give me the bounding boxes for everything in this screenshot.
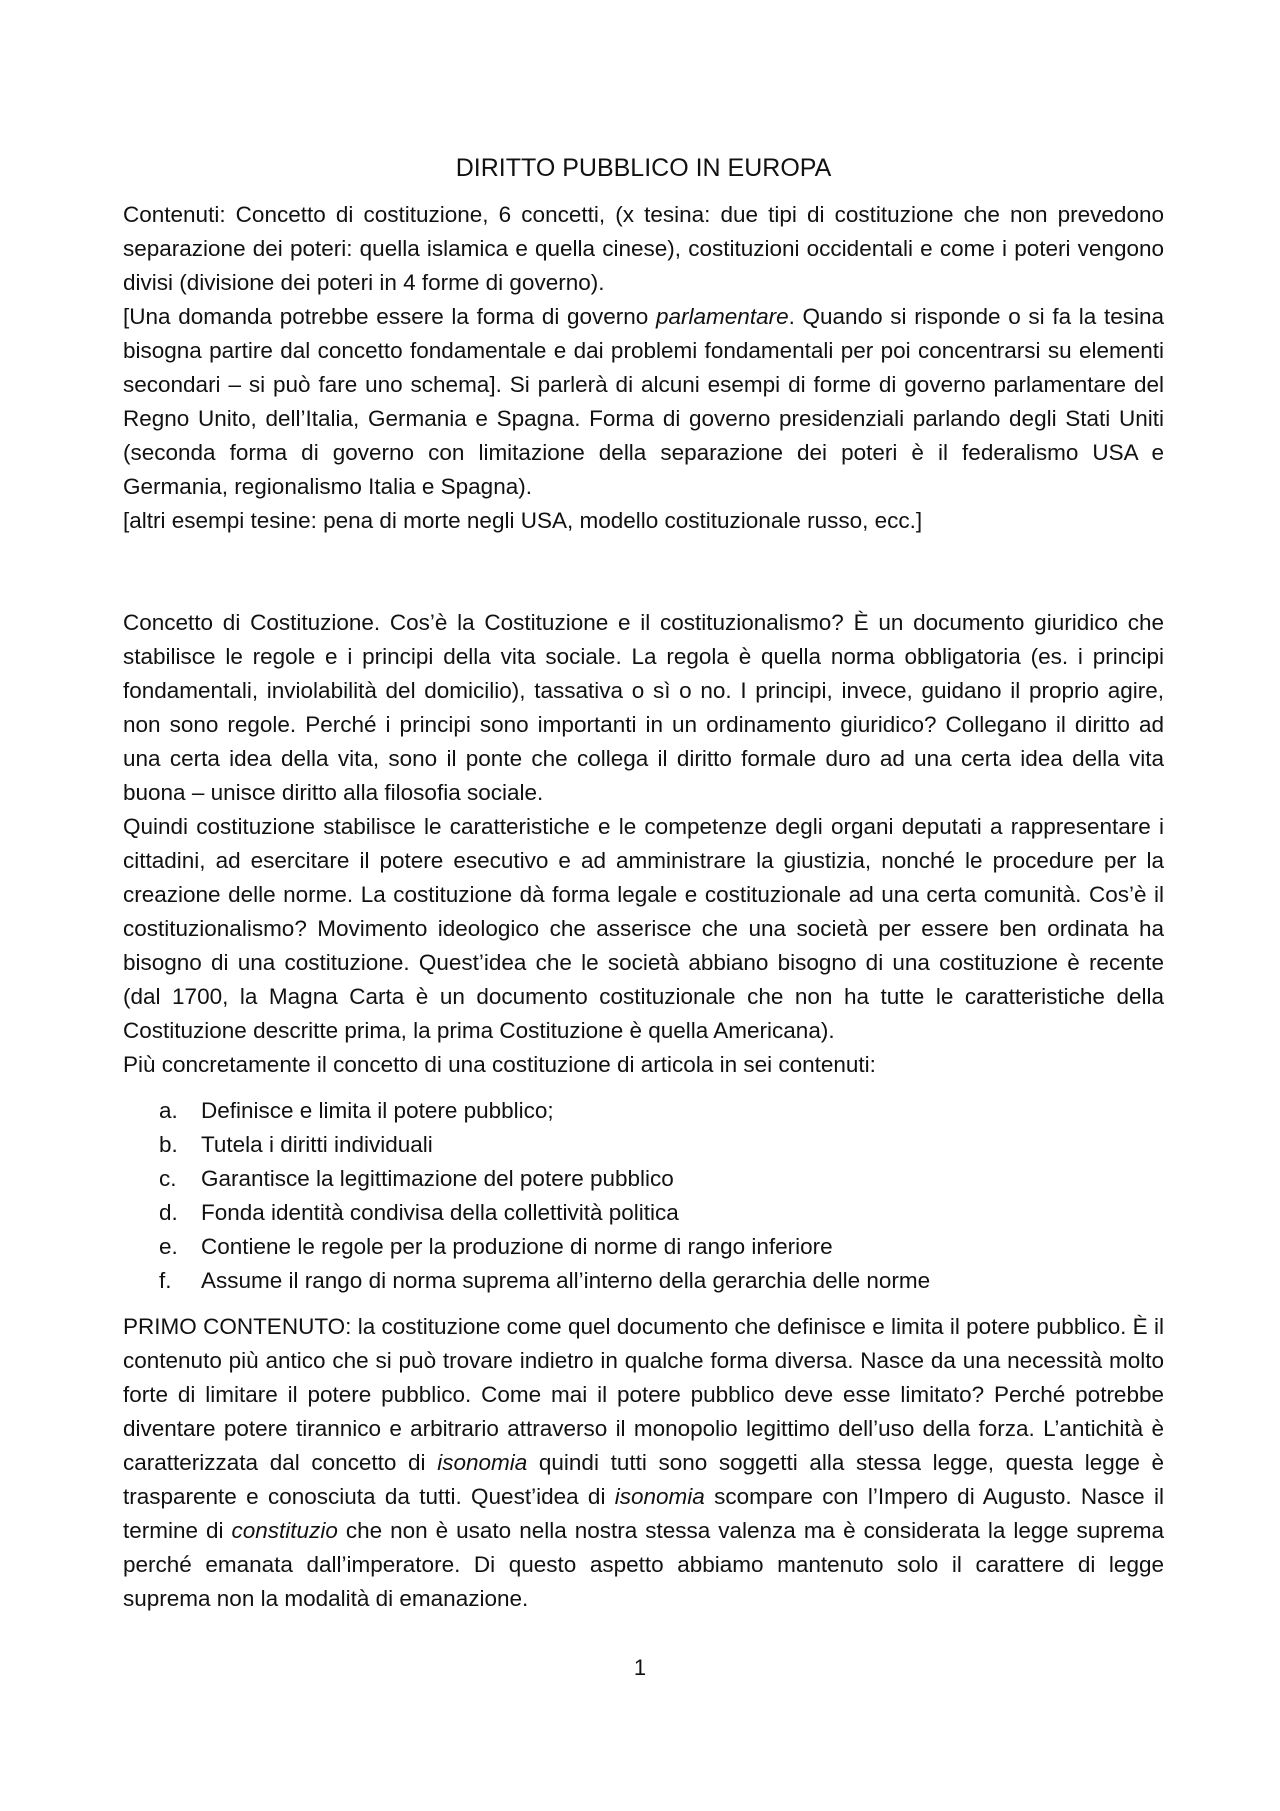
list-item: [123, 1264, 1164, 1298]
list-marker: b.: [159, 1132, 178, 1157]
paragraph-piu-concretamente: Più concretamente il concetto di una costituzione di articola in sei contenuti:: [123, 1052, 876, 1077]
page-number: 1: [633, 1655, 647, 1680]
paragraph-altri-esempi: [altri esempi tesine: pena di morte negli USA, modello costituzionale russo, ecc.]: [123, 508, 923, 533]
list-item-text: Fonda identità condivisa della collettività politica: [201, 1200, 679, 1225]
list-marker: f.: [159, 1268, 172, 1293]
list-item: [123, 1094, 1164, 1128]
list-item-text: Tutela i diritti individuali: [201, 1132, 433, 1157]
paragraph-primo-contenuto: [123, 1310, 1164, 1616]
primo-text-1: PRIMO CONTENUTO: la costituzione come quel documento che definisce e limita il potere pubblico. È il contenuto più antico che si può trovare indietro in qualche forma diversa. Nasce da una necessità molto forte di limitare il potere pubblico. Come mai il potere pubblico deve esse limitato? Perché potrebbe diventare potere tirannico e arbitrario attraverso il monopolio legittimo dell’uso della forza. L’antichità è caratterizzata dal concetto di: [123, 1314, 1164, 1475]
emphasis-isonomia-1: isonomia: [437, 1450, 528, 1475]
primo-text-4: che non è usato nella nostra stessa valenza ma è considerata la legge suprema perché emanata dall’imperatore. Di questo aspetto abbiamo mantenuto solo il carattere di legge suprema non la modalità di emanazione.: [123, 1518, 1164, 1611]
paragraph-domanda: [123, 300, 1164, 504]
list-item: [123, 1128, 1164, 1162]
list-item-text: Garantisce la legittimazione del potere pubblico: [201, 1166, 674, 1191]
paragraph-contenuti: Contenuti: Concetto di costituzione, 6 concetti, (x tesina: due tipi di costituzione che non prevedono separazione dei poteri: quella islamica e quella cinese), costituzioni occidentali e come i poteri vengono divisi (divisione dei poteri in 4 forme di governo).: [123, 202, 1164, 295]
emphasis-constituzio: constituzio: [231, 1518, 338, 1543]
list-item: [123, 1196, 1164, 1230]
paragraph-concetto: Concetto di Costituzione. Cos’è la Costituzione e il costituzionalismo? È un documento giuridico che stabilisce le regole e i principi della vita sociale. La regola è quella norma obbligatoria (es. i principi fondamentali, inviolabilità del domicilio), tassativa o sì o no. I principi, invece, guidano il proprio agire, non sono regole. Perché i principi sono importanti in un ordinamento giuridico? Collegano il diritto ad una certa idea della vita, sono il ponte che collega il diritto formale duro ad una certa idea della vita buona – unisce diritto alla filosofia sociale.: [123, 610, 1164, 805]
document-title: DIRITTO PUBBLICO IN EUROPA: [455, 154, 832, 182]
contenuti-list: [123, 1094, 1164, 1298]
list-item: [123, 1230, 1164, 1264]
list-marker: a.: [159, 1098, 178, 1123]
list-marker: d.: [159, 1200, 178, 1225]
document-page: [123, 150, 1164, 1616]
list-item: [123, 1162, 1164, 1196]
paragraph-quindi: Quindi costituzione stabilisce le caratteristiche e le competenze degli organi deputati a rappresentare i cittadini, ad esercitare il potere esecutivo e ad amministrare la giustizia, nonché le procedure per la creazione delle norme. La costituzione dà forma legale e costituzionale ad una certa comunità. Cos’è il costituzionalismo? Movimento ideologico che asserisce che una società per essere ben ordinata ha bisogno di una costituzione. Quest’idea che le società abbiano bisogno di una costituzione è recente (dal 1700, la Magna Carta è un documento costituzionale che non ha tutte le caratteristiche della Costituzione descritte prima, la prima Costituzione è quella Americana).: [123, 814, 1164, 1043]
list-marker: c.: [159, 1166, 177, 1191]
list-item-text: Contiene le regole per la produzione di norme di rango inferiore: [201, 1234, 833, 1259]
primo-text-2: quindi tutti sono soggetti alla stessa legge, questa legge è trasparente e conosciuta da tutti. Quest’idea di: [123, 1450, 1165, 1509]
spacer: [123, 538, 1164, 606]
list-item-text: Assume il rango di norma suprema all’interno della gerarchia delle norme: [201, 1268, 931, 1293]
primo-text-3: scompare con l’Impero di Augusto. Nasce il termine di: [123, 1484, 1164, 1543]
paragraph-domanda-text-1: [Una domanda potrebbe essere la forma di governo: [123, 304, 657, 329]
emphasis-isonomia-2: isonomia: [614, 1484, 705, 1509]
list-marker: e.: [159, 1234, 178, 1259]
list-item-text: Definisce e limita il potere pubblico;: [201, 1098, 554, 1123]
paragraph-domanda-text-2: . Quando si risponde o si fa la tesina bisogna partire dal concetto fondamentale e dai problemi fondamentali per poi concentrarsi su elementi secondari – si può fare uno schema]. Si parlerà di alcuni esempi di forme di governo parlamentare del Regno Unito, dell’Italia, Germania e Spagna. Forma di governo presidenziali parlando degli Stati Uniti (seconda forma di governo con limitazione della separazione dei poteri è il federalismo USA e Germania, regionalismo Italia e Spagna).: [123, 304, 1164, 499]
emphasis-parlamentare: parlamentare: [656, 304, 789, 329]
